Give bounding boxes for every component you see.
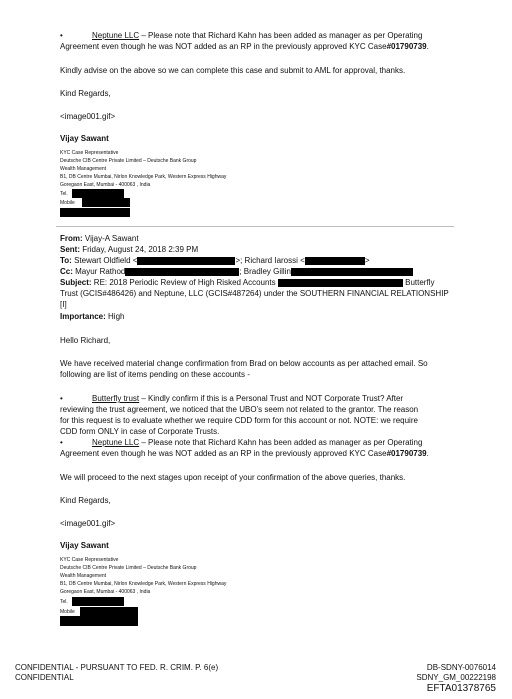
redaction-block	[291, 268, 413, 276]
top-kind-regards: Kind Regards,	[60, 89, 111, 98]
header-subject-line1: Subject: RE: 2018 Periodic Review of High Risked Accounts Butterfly	[60, 278, 435, 287]
top-image-placeholder: <image001.gif>	[60, 112, 116, 121]
header-subject-line2: Trust (GCIS#486426) and Neptune, LLC (GCIS#487264) under the SOUTHERN FINANCIAL RELATIONSHIP	[60, 289, 449, 298]
body-kind-regards: Kind Regards,	[60, 496, 111, 505]
redaction-block	[60, 616, 138, 626]
redaction-block	[82, 198, 130, 207]
body-bullet-butterfly-line4: CDD form ONLY in case of Corporate Trusts.	[60, 427, 220, 436]
body-signature-name: Vijay Sawant	[60, 541, 109, 550]
redaction-block	[72, 597, 124, 606]
footer-bates-efta: EFTA01378765	[426, 683, 496, 694]
top-signature-company: Deutsche CIB Centre Private Limited – Deutsche Bank Group	[60, 158, 197, 164]
redaction-block	[125, 268, 239, 276]
body-signature-address1: B1, DB Centre Mumbai, Nirlon Knowledge Park, Western Express Highway	[60, 581, 227, 587]
footer-confidential-line2: CONFIDENTIAL	[15, 673, 74, 682]
header-cc: Cc: Mayur Rathod ; Bradley Gillin	[60, 267, 413, 278]
body-intro-line1: We have received material change confirmation from Brad on below accounts as per attached email. So	[60, 359, 428, 368]
top-signature-address1: B1, DB Centre Mumbai, Nirlon Knowledge Park, Western Express Highway	[60, 174, 227, 180]
header-to: To: Stewart Oldfield < >; Richard Iarossi < >	[60, 256, 370, 265]
body-signature-address2: Goregaon East, Mumbai - 400063 , India	[60, 589, 151, 595]
header-sent: Sent: Friday, August 24, 2018 2:39 PM	[60, 245, 199, 254]
body-signature-dept: Wealth Management	[60, 573, 107, 579]
body-bullet-butterfly-line1: Butterfly trust – Kindly confirm if this is a Personal Trust and NOT Corporate Trust? After	[92, 394, 404, 403]
body-bullet-butterfly-line3: for this request is to evaluate whether we require CDD form for this account or not. NOTE: we require	[60, 416, 418, 425]
neptune-llc-label: Neptune LLC	[92, 31, 140, 40]
separator-line	[56, 226, 454, 227]
bullet-dot: •	[60, 438, 63, 447]
body-bullet-neptune-line1: Neptune LLC – Please note that Richard Kahn has been added as manager as per Operating	[92, 438, 423, 447]
top-bullet-neptune-line2: Agreement even though he was NOT added as an RP in the previously approved KYC Case#01790739.	[60, 42, 429, 51]
body-proceed-text: We will proceed to the next stages upon receipt of your confirmation of the above queries, thanks.	[60, 473, 406, 482]
body-bullet-neptune-line2: Agreement even though he was NOT added as an RP in the previously approved KYC Case#01790739.	[60, 449, 429, 458]
footer-bates-sdny: SDNY_GM_00222198	[416, 673, 496, 682]
top-signature-address2: Goregaon East, Mumbai - 400063 , India	[60, 182, 151, 188]
redaction-block	[305, 257, 365, 265]
top-signature-title: KYC Case Representative	[60, 150, 119, 156]
butterfly-trust-label: Butterfly trust	[92, 394, 140, 403]
redaction-block	[60, 208, 130, 217]
redaction-block	[278, 279, 403, 287]
body-signature-tel: Tel.	[60, 599, 68, 605]
body-bullet-butterfly-line2: reviewing the trust agreement, we noticed that the UBO’s seem not related to the grantor. The reason	[60, 405, 419, 414]
top-signature-tel: Tel.	[60, 191, 68, 197]
header-from: From: Vijay-A Sawant	[60, 234, 139, 243]
top-signature-dept: Wealth Management	[60, 166, 107, 172]
redaction-block	[80, 607, 138, 616]
top-bullet-neptune-line1: Neptune LLC – Please note that Richard Kahn has been added as manager as per Operating	[92, 31, 423, 40]
redaction-block	[72, 189, 124, 198]
top-signature-name: Vijay Sawant	[60, 134, 109, 143]
bullet-dot: •	[60, 31, 63, 40]
header-subject-line3: [I]	[60, 300, 67, 309]
footer-confidential-line1: CONFIDENTIAL - PURSUANT TO FED. R. CRIM. P. 6(e)	[15, 663, 219, 672]
bullet-dot: •	[60, 394, 63, 403]
body-signature-company: Deutsche CIB Centre Private Limited – Deutsche Bank Group	[60, 565, 197, 571]
body-intro-line2: following are list of items pending on these accounts -	[60, 370, 250, 379]
top-advise-text: Kindly advise on the above so we can complete this case and submit to AML for approval, thanks.	[60, 66, 406, 75]
top-signature-mobile: Mobile	[60, 200, 75, 206]
neptune-llc-label: Neptune LLC	[92, 438, 140, 447]
footer-bates-db: DB-SDNY-0076014	[426, 663, 496, 672]
body-signature-mobile: Mobile	[60, 609, 75, 615]
header-importance: Importance: High	[60, 312, 125, 321]
body-signature-title: KYC Case Representative	[60, 557, 119, 563]
redaction-block	[137, 257, 235, 265]
body-image-placeholder: <image001.gif>	[60, 519, 116, 528]
body-greeting: Hello Richard,	[60, 336, 111, 345]
